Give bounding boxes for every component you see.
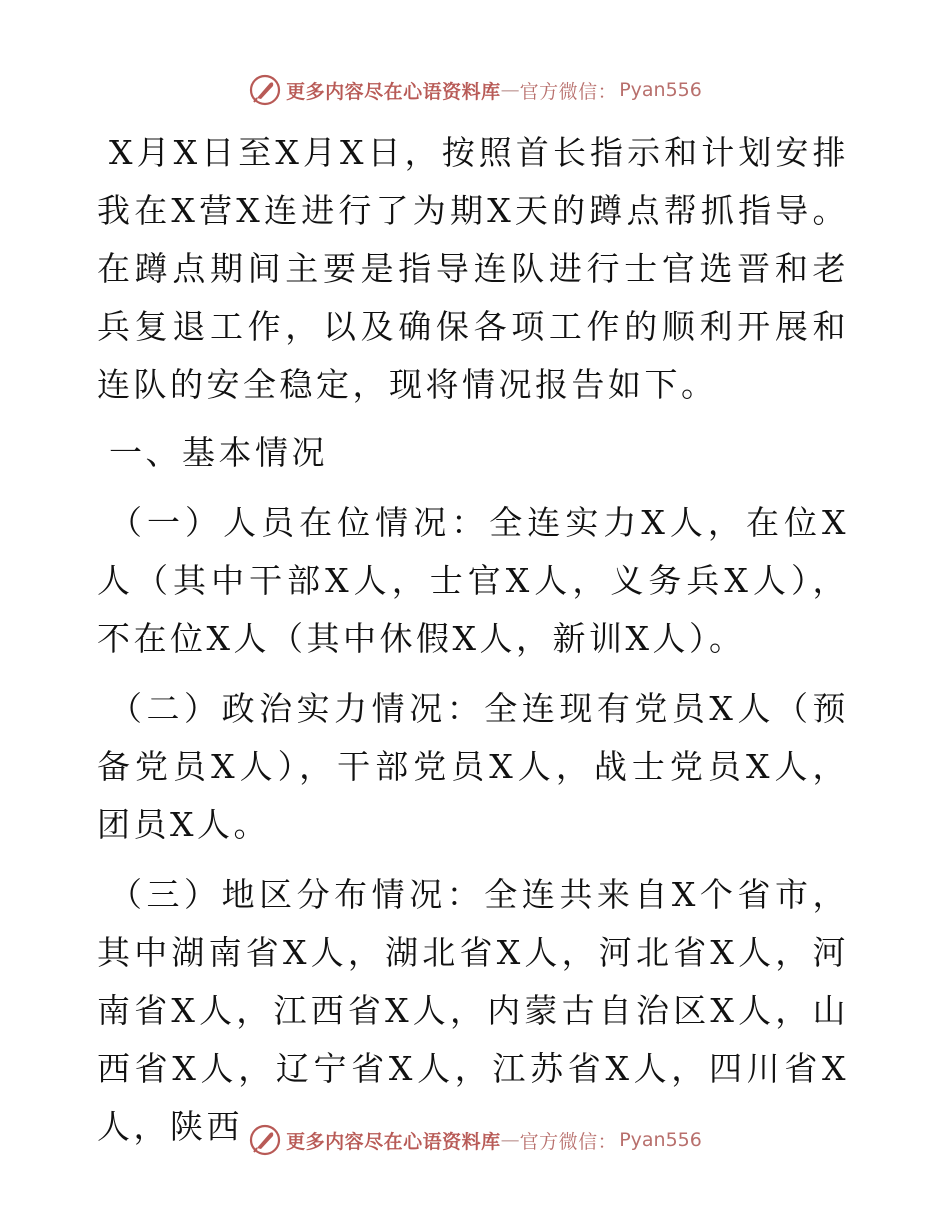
intro-paragraph: X月X日至X月X日，按照首长指示和计划安排我在X营X连进行了为期X天的蹲点帮抓指导。在蹲点期间主要是指导连队进行士官选晋和老兵复退工作，以及确保各项工作的顺利开展和连队的安全稳定，现将情况报告如下。 [97,133,849,404]
watermark-site-text: 更多内容尽在心语资料库 [286,80,501,103]
watermark-wechat-id: Pyan556 [619,79,702,101]
paragraph-personnel-status: （一）人员在位情况：全连实力X人，在位X人（其中干部X人，士官X人，义务兵X人），不在位X人（其中休假X人，新训X人）。 [97,503,849,658]
paragraph-regional-distribution: （三）地区分布情况：全连共来自X个省市，其中湖南省X人，湖北省X人，河北省X人，河南省X人，江西省X人，内蒙古自治区X人，山西省X人，辽宁省X人，江苏省X人，四川省X人，陕西 [97,875,849,1146]
document-body [97,124,849,1156]
watermark-wechat-id: Pyan556 [619,1129,702,1151]
section-heading-basic-situation: 一、基本情况 [109,433,328,472]
watermark-wechat-label: 官方微信： [519,80,618,103]
watermark-separator: — [500,1129,520,1151]
watermark-header [0,70,950,110]
watermark-site-text: 更多内容尽在心语资料库 [286,1130,501,1153]
paragraph-political-strength: （二）政治实力情况：全连现有党员X人（预备党员X人），干部党员X人，战士党员X人，团员X人。 [97,689,849,844]
quill-logo-icon [248,1123,282,1157]
watermark-footer [0,1120,950,1160]
watermark-wechat-label: 官方微信： [519,1130,618,1153]
quill-logo-icon [248,73,282,107]
watermark-separator: — [500,79,520,101]
